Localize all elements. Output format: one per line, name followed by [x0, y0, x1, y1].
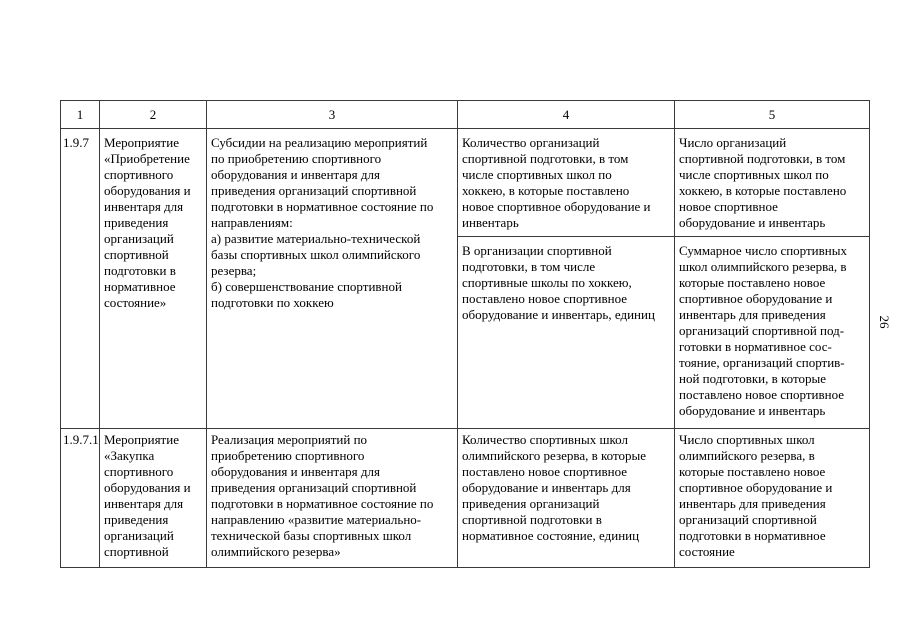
event-name: Мероприятие «Приобретение спортивного оборудования и инвентаря для приведения организаций спортивной подготовки в нормативное состояние»: [104, 135, 191, 310]
description-cell: [207, 129, 458, 429]
column-header-5: 5: [675, 101, 870, 129]
event-name: Мероприятие «Закупка спортивного оборудования и инвентаря для приведения организаций спортивной: [104, 432, 191, 559]
description-cell: [207, 429, 458, 568]
indicator-text: Количество организаций спортивной подготовки, в том числе спортивных школ по хоккею, в которые поставлено новое спортивное оборудование и инвентарь: [462, 135, 651, 230]
indicator-text: В организации спортивной подготовки, в том числе спортивные школы по хоккею, поставлено новое спортивное оборудование и инвентарь, единиц: [462, 243, 655, 322]
column-header-4: 4: [458, 101, 675, 129]
row-number-cell: [61, 129, 100, 429]
description-text: Реализация мероприятий по приобретению спортивного оборудования и инвентаря для приведения организаций спортивной подготовки в нормативное состояние по направлению «развитие материально- технической базы спортивных школ олимпийского резерва»: [211, 432, 434, 559]
indicator-cell: [458, 237, 675, 429]
event-name-cell: [100, 429, 207, 568]
row-number-cell: [61, 429, 100, 568]
row-number: 1.9.7.1: [63, 432, 99, 447]
result-text: Суммарное число спортивных школ олимпийского резерва, в которые поставлено новое спортивное оборудование и инвентарь для приведения организаций спортивной под- готовки в нормативное сос- тояние, организаций спортив- ной подготовки, в которые поставлено новое спортивное оборудование и инвентарь: [679, 243, 847, 418]
row-number: 1.9.7: [63, 135, 89, 150]
result-text: Число спортивных школ олимпийского резерва, в которые поставлено новое спортивное оборудование и инвентарь для приведения организаций спортивной подготовки в нормативное состояние: [679, 432, 833, 559]
result-text: Число организаций спортивной подготовки, в том числе спортивных школ по хоккею, в которые поставлено новое спортивное оборудование и инвентарь: [679, 135, 847, 230]
column-header-3: 3: [207, 101, 458, 129]
indicator-text: Количество спортивных школ олимпийского резерва, в которые поставлено новое спортивное оборудование и инвентарь для приведения организаций спортивной подготовки в нормативное состояние, единиц: [462, 432, 647, 543]
result-cell: [675, 237, 870, 429]
table-header-row: [61, 101, 870, 129]
measures-table: [60, 100, 870, 568]
result-cell: [675, 129, 870, 237]
column-header-2: 2: [100, 101, 207, 129]
table-row: [61, 429, 870, 568]
table-row: [61, 129, 870, 237]
column-header-1: 1: [61, 101, 100, 129]
event-name-cell: [100, 129, 207, 429]
result-cell: [675, 429, 870, 568]
indicator-cell: [458, 429, 675, 568]
indicator-cell: [458, 129, 675, 237]
description-text: Субсидии на реализацию мероприятий по приобретению спортивного оборудования и инвентаря для приведения организаций спортивной подготовки в нормативное состояние по направлениям: а) развитие материально-технической базы спортивных школ олимпийского резерва; б) совершенствование спортивной подготовки по хоккею: [211, 135, 434, 310]
page-number: 26: [877, 315, 892, 329]
